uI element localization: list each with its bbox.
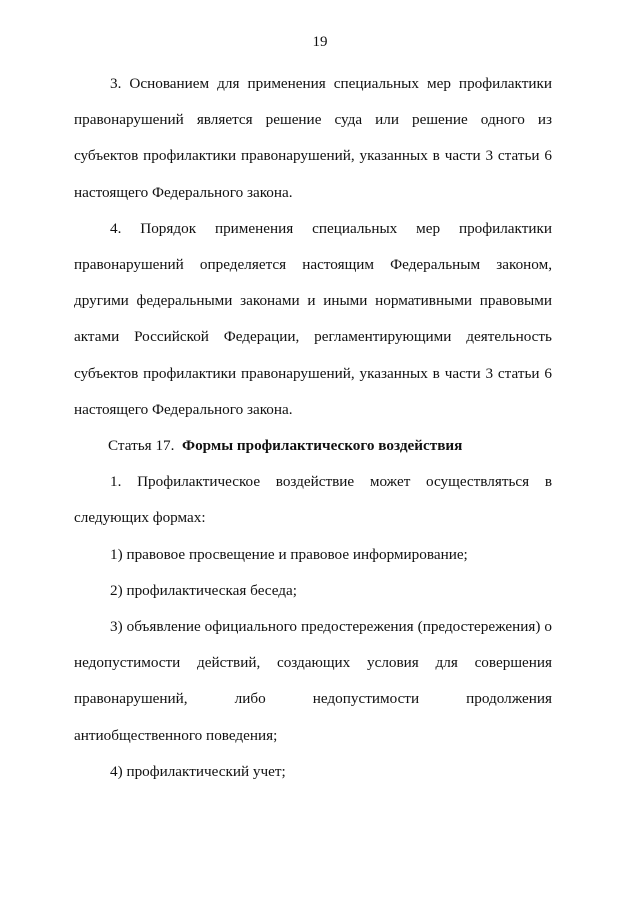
list-item-4: 4) профилактический учет;: [110, 762, 286, 780]
paragraph-4: 4. Порядок применения специальных мер профилактики правонарушений определяется настоящим Федеральным законом, другими федеральными законами и иными нормативными правовыми актами Российской Федерации, регламентирующими деятельность субъектов профилактики правонарушений, указанных в части 3 статьи 6 настоящего Федерального закона.: [74, 219, 552, 418]
document-body: [74, 66, 552, 790]
article-heading: [74, 428, 552, 464]
list-item-3: 3) объявление официального предостережения (предостережения) о недопустимости действий, создающих условия для совершения правонарушений, либо недопустимости продолжения антиобщественного поведения;: [74, 618, 552, 744]
article-title: Формы профилактического воздействия: [182, 437, 463, 455]
article-number: Статья 17.: [108, 437, 175, 455]
article-paragraph-1: 1. Профилактическое воздействие может осуществляться в следующих формах:: [74, 473, 552, 527]
list-item-1: 1) правовое просвещение и правовое информирование;: [110, 545, 468, 563]
paragraph-3: 3. Основанием для применения специальных мер профилактики правонарушений является решение суда или решение одного из субъектов профилактики правонарушений, указанных в части 3 статьи 6 настоящего Федерального закона.: [74, 75, 552, 201]
list-item-2: 2) профилактическая беседа;: [110, 581, 297, 599]
page-number: 19: [312, 34, 328, 50]
